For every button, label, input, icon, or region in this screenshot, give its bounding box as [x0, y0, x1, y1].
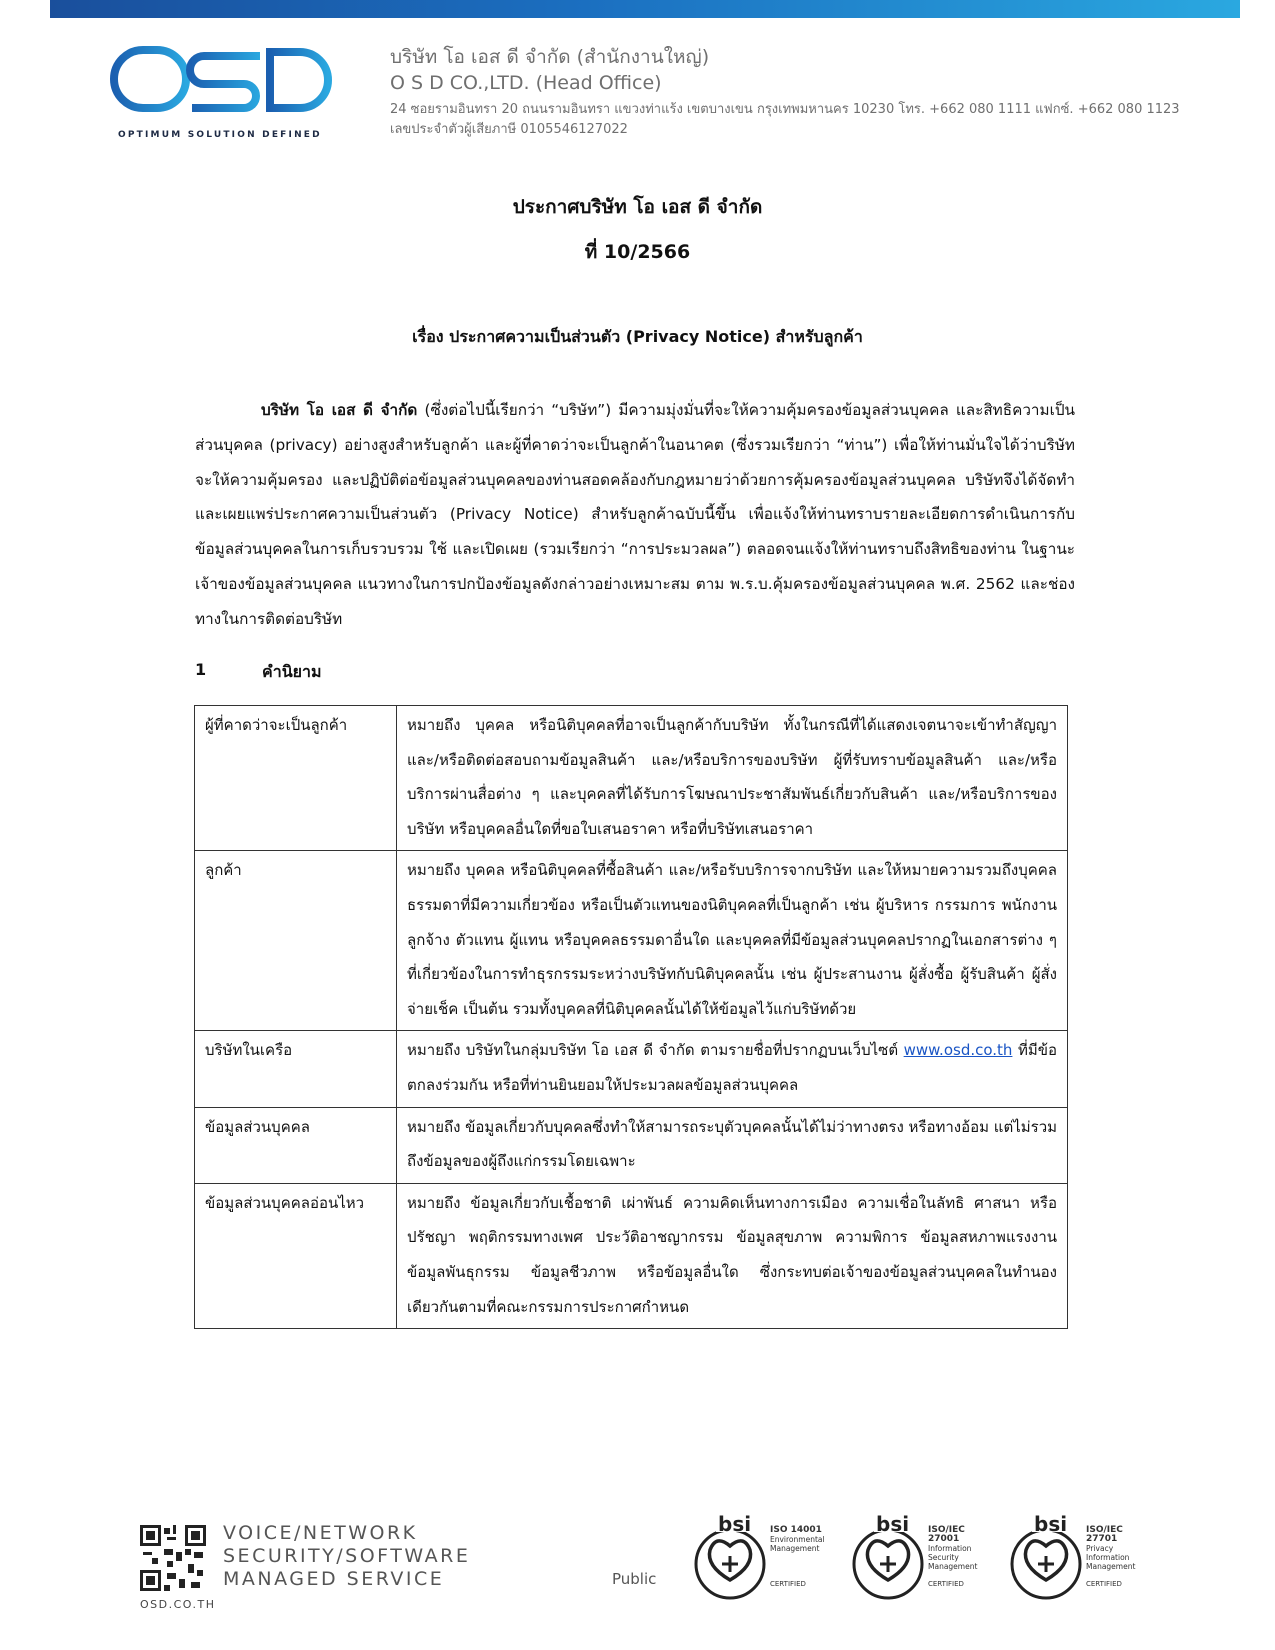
qr-code-icon — [140, 1525, 206, 1591]
definition-description: หมายถึง ข้อมูลเกี่ยวกับเชื้อชาติ เผ่าพันธ์ ความคิดเห็นทางการเมือง ความเชื่อในลัทธิ ศาสนา หรือปรัชญา พฤติกรรมทางเพศ ประวัติอาชญากรรม ข้อมูลสุขภาพ ความพิการ ข้อมูลสหภาพแรงงาน ข้อมูลพันธุกรรม ข้อมูลชีวภาพ หรือข้อมูลอื่นใด ซึ่งกระทบต่อเจ้าของข้อมูลส่วนบุคคลในทำนองเดียวกันตามที่คณะกรรมการประกาศกำหนด — [397, 1183, 1068, 1328]
table-row — [195, 851, 1068, 1031]
announcement-number: ที่ 10/2566 — [584, 241, 691, 263]
header-accent-bar — [50, 0, 1240, 18]
website-link[interactable]: www.osd.co.th — [903, 1041, 1013, 1060]
definition-description — [397, 1031, 1068, 1107]
cert-info — [770, 1526, 840, 1553]
company-logo — [110, 42, 350, 142]
cert-status: CERTIFIED — [1086, 1580, 1122, 1588]
definition-description: หมายถึง ข้อมูลเกี่ยวกับบุคคลซึ่งทำให้สามารถระบุตัวบุคคลนั้นได้ไม่ว่าทางตรง หรือทางอ้อม แต่ไม่รวมถึงข้อมูลของผู้ถึงแก่กรรมโดยเฉพาะ — [397, 1107, 1068, 1183]
definition-description: หมายถึง บุคคล หรือนิติบุคคลที่อาจเป็นลูกค้ากับบริษัท ทั้งในกรณีที่ได้แสดงเจตนาจะเข้าทำสัญญา และ/หรือติดต่อสอบถามข้อมูลสินค้า และ/หรือบริการของบริษัท ผู้ที่รับทราบข้อมูลสินค้า และ/หรือบริการผ่านสื่อต่าง ๆ และบุคคลที่ได้รับการโฆษณาประชาสัมพันธ์เกี่ยวกับสินค้า และ/หรือบริการของบริษัท หรือบุคคลอื่นใดที่ขอใบเสนอราคา หรือที่บริษัทเสนอราคา — [397, 706, 1068, 851]
bsi-brand: bsi — [718, 1512, 752, 1536]
intro-text: (ซึ่งต่อไปนี้เรียกว่า “บริษัท”) มีความมุ่งมั่นที่จะให้ความคุ้มครองข้อมูลส่วนบุคคล และสิทธิความเป็นส่วนบุคคล (privacy) อย่างสูงสำหรับลูกค้า และผู้ที่คาดว่าจะเป็นลูกค้าในอนาคต (ซึ่งรวมเรียกว่า “ท่าน”) เพื่อให้ท่านมั่นใจได้ว่าบริษัทจะให้ความคุ้มครอง และปฏิบัติต่อข้อมูลส่วนบุคคลของท่านสอดคล้องกับกฎหมายว่าด้วยการคุ้มครองข้อมูลส่วนบุคคล บริษัทจึงได้จัดทำ และเผยแพร่ประกาศความเป็นส่วนตัว (Privacy Notice) สำหรับลูกค้าฉบับนี้ขึ้น เพื่อแจ้งให้ท่านทราบรายละเอียดการดำเนินการกับข้อมูลส่วนบุคคลในการเก็บรวบรวม ใช้ และเปิดเผย (รวมเรียกว่า “การประมวลผล”) ตลอดจนแจ้งให้ท่านทราบถึงสิทธิของท่าน ในฐานะเจ้าของข้อมูลส่วนบุคคล แนวทางในการปกป้องข้อมูลดังกล่าวอย่างเหมาะสม ตาม พ.ร.บ.คุ้มครองข้อมูลส่วนบุคคล พ.ศ. 2562 และช่องทางในการติดต่อบริษัท — [195, 401, 1075, 628]
cert-standard: ISO 14001 — [770, 1525, 822, 1535]
definition-term: ผู้ที่คาดว่าจะเป็นลูกค้า — [195, 706, 397, 851]
definition-term: ข้อมูลส่วนบุคคล — [195, 1107, 397, 1183]
definition-text-after-link: ที่มีข้อตกลงร่วมกัน หรือที่ท่านยินยอมให้ประมวลผลข้อมูลส่วนบุคคล — [407, 1041, 1057, 1094]
bsi-brand: bsi — [1034, 1512, 1068, 1536]
company-address: 24 ซอยรามอินทรา 20 ถนนรามอินทรา แขวงท่าแร้ง เขตบางเขน กรุงเทพมหานคร 10230 โทร. +662 080 1111 แฟกซ์. +662 080 1123 — [390, 102, 1180, 117]
logo-tagline: OPTIMUM SOLUTION DEFINED — [118, 130, 322, 140]
definition-term: ข้อมูลส่วนบุคคลอ่อนไหว — [195, 1183, 397, 1328]
bsi-brand: bsi — [876, 1512, 910, 1536]
classification-label: Public — [612, 1570, 657, 1588]
intro-paragraph — [195, 393, 1075, 637]
cert-standard: ISO/IEC 27701 — [1086, 1525, 1123, 1544]
company-info — [390, 44, 1180, 140]
announcement-title: ประกาศบริษัท โอ เอส ดี จำกัด — [512, 196, 763, 218]
definitions-table — [194, 705, 1068, 1329]
footer-services — [223, 1522, 470, 1591]
bsi-iso14001-badge — [690, 1512, 840, 1602]
bsi-iso27001-badge — [848, 1512, 998, 1602]
cert-standard: ISO/IEC 27001 — [928, 1525, 965, 1544]
company-name-thai: บริษัท โอ เอส ดี จำกัด (สำนักงานใหญ่) — [390, 46, 710, 68]
announcement-subject: เรื่อง ประกาศความเป็นส่วนตัว (Privacy Notice) สำหรับลูกค้า — [412, 327, 863, 346]
definition-term: บริษัทในเครือ — [195, 1031, 397, 1107]
cert-status: CERTIFIED — [928, 1580, 964, 1588]
osd-logo-icon — [110, 42, 340, 132]
table-row — [195, 706, 1068, 851]
cert-name: Environmental Management — [770, 1535, 825, 1553]
cert-status: CERTIFIED — [770, 1580, 806, 1588]
cert-info — [1086, 1526, 1156, 1571]
table-row — [195, 1107, 1068, 1183]
intro-company-name: บริษัท โอ เอส ดี จำกัด — [261, 401, 418, 419]
company-tax-id: เลขประจำตัวผู้เสียภาษี 0105546127022 — [390, 122, 628, 137]
definition-term: ลูกค้า — [195, 851, 397, 1031]
definition-text-before-link: หมายถึง บริษัทในกลุ่มบริษัท โอ เอส ดี จำกัด ตามรายชื่อที่ปรากฏบนเว็บไซต์ — [407, 1041, 904, 1060]
bsi-iso27701-badge — [1006, 1512, 1156, 1602]
section-title: คำนิยาม — [262, 662, 322, 681]
section-number: 1 — [195, 660, 207, 679]
footer-website: OSD.CO.TH — [140, 1598, 216, 1611]
definition-description: หมายถึง บุคคล หรือนิติบุคคลที่ซื้อสินค้า และ/หรือรับบริการจากบริษัท และให้หมายความรวมถึงบุคคลธรรมดาที่มีความเกี่ยวข้อง หรือเป็นตัวแทนของนิติบุคคลที่เป็นลูกค้า เช่น ผู้บริหาร กรรมการ พนักงาน ลูกจ้าง ตัวแทน ผู้แทน หรือบุคคลธรรมดาอื่นใด และบุคคลที่มีข้อมูลส่วนบุคคลปรากฏในเอกสารต่าง ๆ ที่เกี่ยวข้องในการทำธุรกรรมระหว่างบริษัทกับนิติบุคคลนั้น เช่น ผู้ประสานงาน ผู้สั่งซื้อ ผู้รับสินค้า ผู้สั่งจ่ายเช็ค เป็นต้น รวมทั้งบุคคลที่นิติบุคคลนั้นได้ให้ข้อมูลไว้แก่บริษัทด้วย — [397, 851, 1068, 1031]
table-row — [195, 1031, 1068, 1107]
service-line: VOICE/NETWORK — [223, 1522, 418, 1544]
service-line: SECURITY/SOFTWARE — [223, 1545, 471, 1567]
cert-info — [928, 1526, 998, 1571]
cert-name: Information Security Management — [928, 1544, 978, 1571]
cert-name: Privacy Information Management — [1086, 1544, 1136, 1571]
company-name-english: O S D CO.,LTD. (Head Office) — [390, 72, 662, 94]
table-row — [195, 1183, 1068, 1328]
service-line: MANAGED SERVICE — [223, 1568, 445, 1590]
